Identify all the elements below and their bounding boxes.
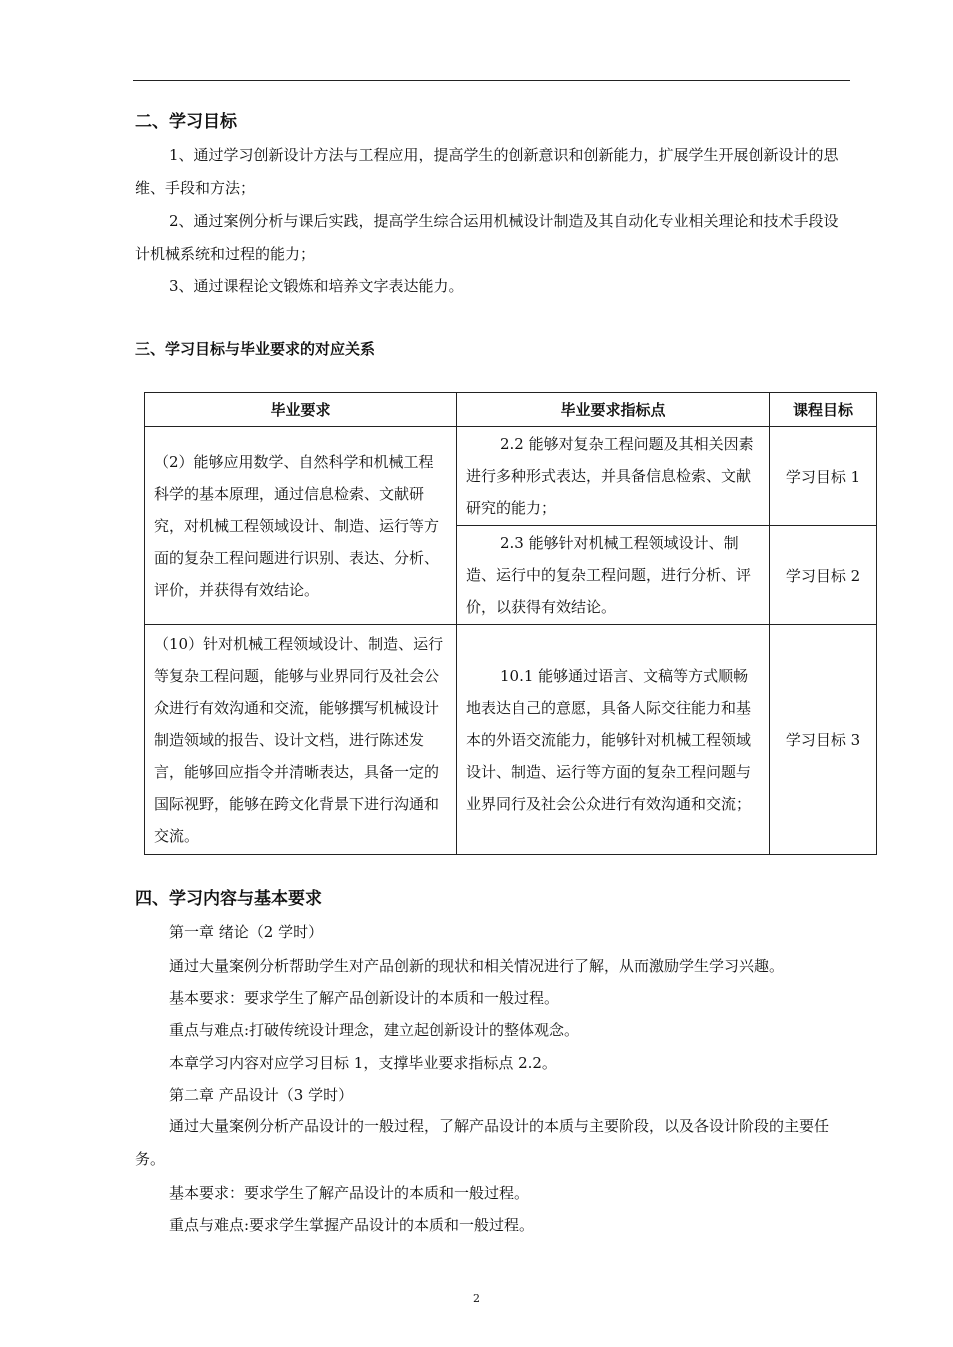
chapter-2-key: 重点与难点:要求学生掌握产品设计的本质和一般过程。: [169, 1216, 535, 1234]
section-2-title: 二、学习目标: [135, 112, 237, 132]
indicator-2-3-cell: 2.3 能够针对机械工程领域设计、制造、运行中的复杂工程问题，进行分析、评价，以获得有效结论。: [457, 526, 770, 625]
header-course-goal: 课程目标: [770, 393, 877, 427]
header-graduation-requirement: 毕业要求: [145, 393, 457, 427]
requirement-10-cell: （10）针对机械工程领域设计、制造、运行等复杂工程问题，能够与业界同行及社会公众进行有效沟通和交流，能够撰写机械设计制造领域的报告、设计文档，进行陈述发言，能够回应指令并清晰表达，具备一定的国际视野，能够在跨文化背景下进行沟通和交流。: [145, 625, 457, 855]
chapter-1-title: 第一章 绪论（2 学时）: [169, 923, 324, 941]
objective-1: 1、通过学习创新设计方法与工程应用，提高学生的创新意识和创新能力，扩展学生开展创新设计的思维、手段和方法；: [135, 146, 839, 197]
header-rule: [133, 80, 850, 81]
chapter-1-basic: 基本要求：要求学生了解产品创新设计的本质和一般过程。: [169, 989, 560, 1007]
table-row: [145, 625, 877, 855]
table-row: [145, 427, 877, 526]
goal-1-cell: 学习目标 1: [770, 427, 877, 526]
objective-2: 2、通过案例分析与课后实践，提高学生综合运用机械设计制造及其自动化专业相关理论和技术手段设计机械系统和过程的能力；: [135, 212, 839, 263]
requirements-table: [144, 392, 877, 855]
chapter-2-basic: 基本要求：要求学生了解产品设计的本质和一般过程。: [169, 1184, 530, 1202]
requirement-2-cell: （2）能够应用数学、自然科学和机械工程科学的基本原理，通过信息检索、文献研究，对机械工程领域设计、制造、运行等方面的复杂工程问题进行识别、表达、分析、评价，并获得有效结论。: [145, 427, 457, 625]
chapter-1-map: 本章学习内容对应学习目标 1，支撑毕业要求指标点 2.2。: [169, 1054, 557, 1072]
chapter-1-key: 重点与难点:打破传统设计理念，建立起创新设计的整体观念。: [169, 1021, 580, 1039]
table-header-row: [145, 393, 877, 427]
objective-3: 3、通过课程论文锻炼和培养文字表达能力。: [169, 277, 464, 295]
chapter-2-desc: 通过大量案例分析产品设计的一般过程，了解产品设计的本质与主要阶段，以及各设计阶段的主要任务。: [135, 1117, 830, 1168]
header-indicator-point: 毕业要求指标点: [457, 393, 770, 427]
section-4-title: 四、学习内容与基本要求: [135, 889, 322, 909]
section-3-title: 三、学习目标与毕业要求的对应关系: [135, 340, 376, 358]
indicator-2-2-cell: 2.2 能够对复杂工程问题及其相关因素进行多种形式表达，并具备信息检索、文献研究的能力；: [457, 427, 770, 526]
page-number: 2: [473, 1292, 480, 1305]
chapter-1-desc: 通过大量案例分析帮助学生对产品创新的现状和相关情况进行了解，从而激励学生学习兴趣。: [169, 957, 785, 975]
goal-3-cell: 学习目标 3: [770, 625, 877, 855]
goal-2-cell: 学习目标 2: [770, 526, 877, 625]
chapter-2-title: 第二章 产品设计（3 学时）: [169, 1086, 354, 1104]
indicator-10-1-cell: 10.1 能够通过语言、文稿等方式顺畅地表达自己的意愿，具备人际交往能力和基本的外语交流能力，能够针对机械工程领域设计、制造、运行等方面的复杂工程问题与业界同行及社会公众进行有效沟通和交流；: [457, 625, 770, 855]
